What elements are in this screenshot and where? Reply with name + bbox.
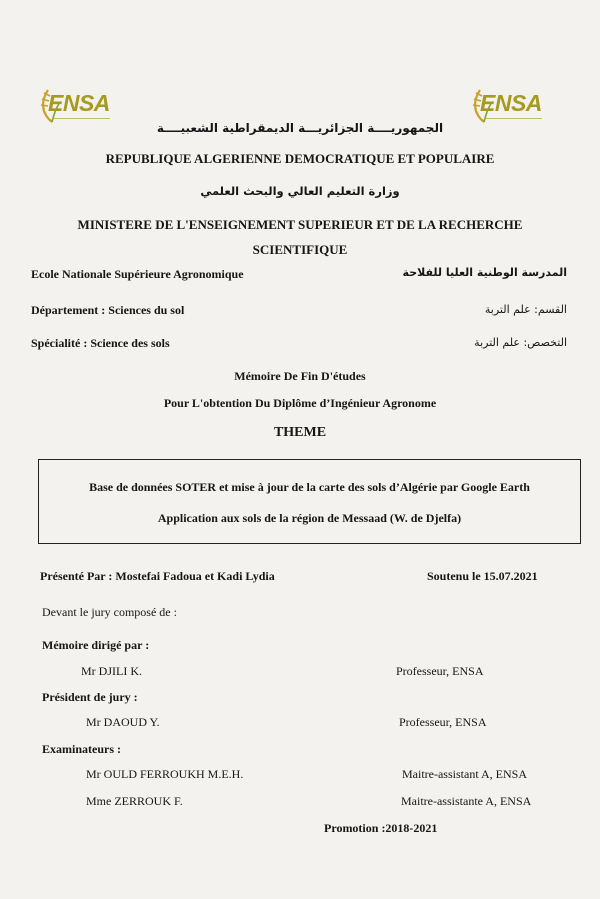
- logo-text: ENSA: [48, 90, 110, 116]
- president-name: Mr DAOUD Y.: [86, 715, 160, 729]
- director-name: Mr DJILI K.: [81, 664, 142, 678]
- jury-intro: Devant le jury composé de :: [42, 605, 177, 619]
- defense-date: Soutenu le 15.07.2021: [427, 569, 538, 583]
- theme-title-line2: Application aux sols de la région de Messaad (W. de Djelfa): [157, 511, 462, 525]
- republic-french: REPUBLIQUE ALGERIENNE DEMOCRATIQUE ET POPULAIRE: [105, 151, 495, 166]
- school-french: Ecole Nationale Supérieure Agronomique: [31, 267, 244, 281]
- specialty-arabic: التخصص: علم التربة: [474, 336, 567, 349]
- promotion: Promotion :2018-2021: [324, 821, 438, 835]
- theme-label: THEME: [273, 425, 327, 440]
- examiner1-name: Mr OULD FERROUKH M.E.H.: [86, 767, 244, 781]
- director-heading: Mémoire dirigé par :: [42, 638, 150, 652]
- ministry-french-line1: MINISTERE DE L'ENSEIGNEMENT SUPERIEUR ET DE LA RECHERCHE: [77, 217, 523, 232]
- examiners-heading: Examinateurs :: [42, 742, 121, 756]
- theme-box: [38, 459, 581, 544]
- logo-text: ENSA: [480, 90, 542, 116]
- memoir-type: Mémoire De Fin D'études: [234, 369, 366, 383]
- examiner2-title: Maitre-assistante A, ENSA: [401, 794, 532, 808]
- examiner1-title: Maitre-assistant A, ENSA: [402, 767, 527, 781]
- director-title: Professeur, ENSA: [396, 664, 484, 678]
- theme-title-line1: Base de données SOTER et mise à jour de la carte des sols d’Algérie par Google Earth: [89, 480, 530, 494]
- ministry-arabic: وزارة التعليم العالي والبحث العلمي: [200, 184, 400, 198]
- memoir-purpose: Pour L'obtention Du Diplôme d’Ingénieur Agronome: [163, 396, 437, 410]
- president-heading: Président de jury :: [42, 690, 138, 704]
- republic-arabic: الجمهوريــــة الجزائريـــة الديمقراطية الشعبيــــة: [156, 121, 444, 135]
- examiner2-name: Mme ZERROUK F.: [86, 794, 183, 808]
- department-french: Département : Sciences du sol: [31, 303, 185, 317]
- ministry-french-line2: SCIENTIFIQUE: [252, 242, 348, 257]
- specialty-french: Spécialité : Science des sols: [31, 336, 170, 350]
- department-arabic: القسم: علم التربة: [484, 303, 567, 316]
- school-arabic: المدرسة الوطنية العليا للفلاحة: [402, 266, 567, 279]
- presented-by: Présenté Par : Mostefai Fadoua et Kadi Lydia: [40, 569, 275, 583]
- president-title: Professeur, ENSA: [399, 715, 487, 729]
